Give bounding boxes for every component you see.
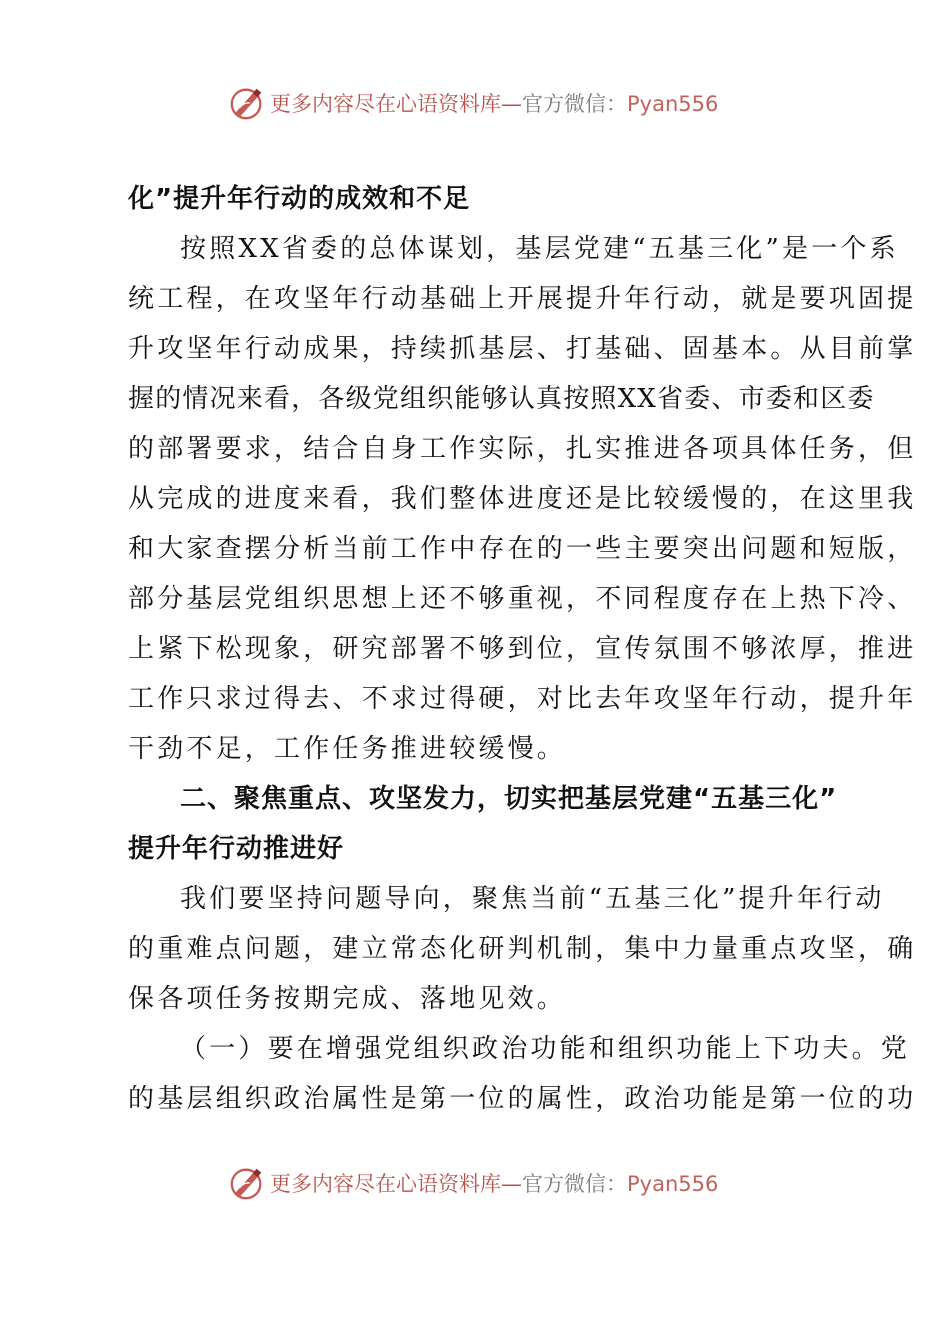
document-body <box>128 174 917 1124</box>
paragraph-line: 从完成的进度来看，我们整体进度还是比较缓慢的，在这里我 <box>128 484 917 514</box>
header-banner-text <box>270 88 718 118</box>
paragraph-line: 保各项任务按期完成、落地见效。 <box>128 984 567 1014</box>
header-wechat-label: 官方微信： <box>522 92 627 116</box>
footer-banner-dash: — <box>501 1172 522 1196</box>
footer-banner <box>228 1164 718 1202</box>
paragraph-line: 我们要坚持问题导向，聚焦当前“五基三化”提升年行动 <box>180 884 885 914</box>
paragraph-line: 握的情况来看，各级党组织能够认真按照XX省委、市委和区委 <box>128 384 875 414</box>
pen-seal-logo-icon <box>228 84 266 122</box>
paragraph-line: 工作只求过得去、不求过得硬，对比去年攻坚年行动，提升年 <box>128 684 917 714</box>
footer-banner-title: 更多内容尽在心语资料库 <box>270 1172 501 1196</box>
section-heading: 二、聚焦重点、攻坚发力，切实把基层党建“五基三化” <box>180 784 838 814</box>
footer-wechat-label: 官方微信： <box>522 1172 627 1196</box>
paragraph-line: 的基层组织政治属性是第一位的属性，政治功能是第一位的功 <box>128 1084 917 1114</box>
footer-banner-text <box>270 1168 718 1198</box>
subsection-line: （一）要在增强党组织政治功能和组织功能上下功夫。党 <box>180 1034 911 1064</box>
paragraph-line: 和大家查摆分析当前工作中存在的一些主要突出问题和短版， <box>128 534 917 564</box>
paragraph-line: 上紧下松现象，研究部署不够到位，宣传氛围不够浓厚，推进 <box>128 634 917 664</box>
paragraph-line: 部分基层党组织思想上还不够重视，不同程度存在上热下冷、 <box>128 584 917 614</box>
header-banner-title: 更多内容尽在心语资料库 <box>270 92 501 116</box>
section-title-continuation: 化”提升年行动的成效和不足 <box>128 184 471 214</box>
header-wechat-account: Pyan556 <box>627 92 719 116</box>
paragraph-line: 统工程，在攻坚年行动基础上开展提升年行动，就是要巩固提 <box>128 284 917 314</box>
paragraph-line: 的重难点问题，建立常态化研判机制，集中力量重点攻坚，确 <box>128 934 917 964</box>
paragraph-line: 的部署要求，结合自身工作实际，扎实推进各项具体任务，但 <box>128 434 917 464</box>
paragraph-line: 干劲不足，工作任务推进较缓慢。 <box>128 734 567 764</box>
header-banner-dash: — <box>501 92 522 116</box>
footer-wechat-account: Pyan556 <box>627 1172 719 1196</box>
section-heading-continuation: 提升年行动推进好 <box>128 834 345 864</box>
paragraph-line: 按照XX省委的总体谋划，基层党建“五基三化”是一个系 <box>180 234 899 264</box>
paragraph-line: 升攻坚年行动成果，持续抓基层、打基础、固基本。从目前掌 <box>128 334 917 364</box>
header-banner <box>228 84 718 122</box>
pen-seal-logo-icon <box>228 1164 266 1202</box>
